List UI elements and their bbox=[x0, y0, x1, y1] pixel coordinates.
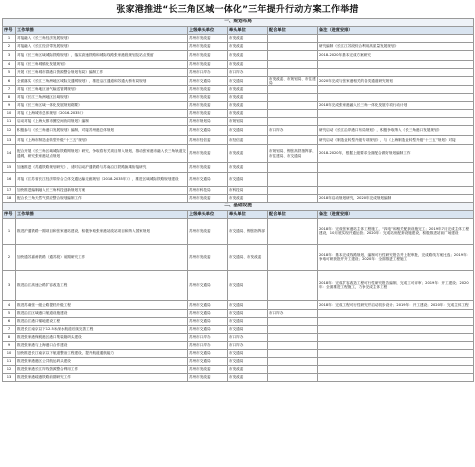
table-row bbox=[3, 145, 474, 163]
note-cell bbox=[318, 172, 474, 186]
upper-lead-unit: 苏州市交通局 bbox=[188, 126, 228, 136]
row-number: 18 bbox=[3, 194, 16, 202]
column-header: 牵头单位 bbox=[228, 210, 268, 218]
row-number: 3 bbox=[3, 270, 16, 300]
column-header: 备注（进度安排） bbox=[318, 210, 474, 218]
upper-lead-unit: 苏州市发改委 bbox=[188, 94, 228, 102]
lead-unit: 市发改委 bbox=[228, 145, 268, 163]
partner-unit bbox=[268, 270, 318, 300]
row-number: 7 bbox=[3, 86, 16, 94]
row-number: 2 bbox=[3, 244, 16, 270]
note-cell bbox=[318, 366, 474, 374]
note-cell: 2018年完成张家港融入长三角一体化发展专项行动计划 bbox=[318, 102, 474, 110]
note-cell bbox=[318, 326, 474, 334]
note-cell bbox=[318, 60, 474, 68]
upper-lead-unit: 苏州市发改委 bbox=[188, 194, 228, 202]
table-row bbox=[3, 110, 474, 118]
task-cell: 对接《上海市制造业转型升级“十三五”规划》 bbox=[16, 135, 188, 145]
lead-unit: 市发改委 bbox=[228, 194, 268, 202]
row-number: 10 bbox=[3, 110, 16, 118]
partner-unit bbox=[268, 51, 318, 61]
note-cell bbox=[318, 342, 474, 350]
table-row bbox=[3, 326, 474, 334]
row-number: 10 bbox=[3, 350, 16, 358]
row-number: 12 bbox=[3, 126, 16, 136]
partner-unit bbox=[268, 86, 318, 94]
note-cell bbox=[318, 118, 474, 126]
upper-lead-unit: 苏州市发改委 bbox=[188, 110, 228, 118]
task-cell: 对接融入《长三角经济发展规划》 bbox=[16, 35, 188, 43]
table-row bbox=[3, 342, 474, 350]
partner-unit: 市口岸办 bbox=[268, 310, 318, 318]
row-number: 8 bbox=[3, 94, 16, 102]
row-number: 11 bbox=[3, 118, 16, 126]
note-cell: 2018-2020年，根据上级要求全面配合做好规划编制工作 bbox=[318, 145, 474, 163]
lead-unit: 市交通局 bbox=[228, 350, 268, 358]
row-number: 8 bbox=[3, 334, 16, 342]
partner-unit bbox=[268, 366, 318, 374]
task-cell: 积极参与《长三角港口发展规划》编制，对接苏州港总体规划 bbox=[16, 126, 188, 136]
table-row bbox=[3, 318, 474, 326]
note-cell: 2018年：基本完成线路规划，编制可行性研究报告并上报审批，完成路线方案比选；2019年：争取可研获批并开工建设；2020年：全面推进工程施工 bbox=[318, 244, 474, 270]
upper-lead-unit: 苏州市交通局 bbox=[188, 310, 228, 318]
task-cell: 启动对接《上海大都市圈空间协同规划》编制 bbox=[16, 118, 188, 126]
column-header: 上级牵头单位 bbox=[188, 27, 228, 35]
lead-unit: 市发改委 bbox=[228, 60, 268, 68]
table-row bbox=[3, 126, 474, 136]
row-number: 6 bbox=[3, 76, 16, 86]
section-label: 一、规划布局 bbox=[3, 19, 474, 27]
lead-unit: 市交通局 bbox=[228, 76, 268, 86]
lead-unit: 市交通局、锡张指挥部 bbox=[228, 218, 268, 244]
lead-unit: 市口岸办 bbox=[228, 68, 268, 76]
upper-lead-unit: 苏州市发改委 bbox=[188, 374, 228, 382]
task-cell: 推进张家港长江岸线资源整合利用工作 bbox=[16, 366, 188, 374]
partner-unit bbox=[268, 334, 318, 342]
lead-unit: 市交通局、市发改委 bbox=[228, 244, 268, 270]
lead-unit: 市交通局 bbox=[228, 318, 268, 326]
lead-unit: 市规划局 bbox=[228, 118, 268, 126]
row-number: 15 bbox=[3, 163, 16, 173]
table-row bbox=[3, 68, 474, 76]
task-cell: 对接《长三角区域城际铁路规划》，落实高速铁路和城际线路张家港段规划及站点预留 bbox=[16, 51, 188, 61]
lead-unit: 市发改委 bbox=[228, 366, 268, 374]
upper-lead-unit: 苏州市科技局 bbox=[188, 186, 228, 194]
upper-lead-unit: 苏州市发改委 bbox=[188, 86, 228, 94]
table-row bbox=[3, 60, 474, 68]
partner-unit bbox=[268, 163, 318, 173]
row-number: 9 bbox=[3, 342, 16, 350]
partner-unit bbox=[268, 194, 318, 202]
task-cell: 开展《长三角城市群港口资源整合规划布局》编制工作 bbox=[16, 68, 188, 76]
note-cell: 研究启动《长江沿岸港口布局规划》，积极争取纳入《长三角港口发展规划》 bbox=[318, 126, 474, 136]
note-cell bbox=[318, 358, 474, 366]
task-cell: 对接《江苏省长江经济带综合立体交通运输走廊规划（2018-2035年）》，推进区域城际铁路规划建设 bbox=[16, 172, 188, 186]
table-row bbox=[3, 86, 474, 94]
column-header: 牵头单位 bbox=[228, 27, 268, 35]
task-cell: 对接《长三角城镇化发展规划》 bbox=[16, 60, 188, 68]
table-row bbox=[3, 358, 474, 366]
row-number: 6 bbox=[3, 318, 16, 326]
task-cell: 推进张家港港区公共航运码头建设 bbox=[16, 358, 188, 366]
note-cell bbox=[318, 163, 474, 173]
table-row bbox=[3, 172, 474, 186]
lead-unit: 市发改委 bbox=[228, 374, 268, 382]
upper-lead-unit: 苏州市交通局 bbox=[188, 358, 228, 366]
document-title: 张家港推进“长三角区域一体化”三年提升行动方案工作举措 bbox=[116, 5, 359, 15]
lead-unit: 市发改委 bbox=[228, 43, 268, 51]
upper-lead-unit: 苏州市发改委 bbox=[188, 60, 228, 68]
table-row bbox=[3, 218, 474, 244]
lead-unit: 市发改委 bbox=[228, 110, 268, 118]
task-cell: 推进张家港保税港区港口集装箱码头建设 bbox=[16, 334, 188, 342]
row-number: 7 bbox=[3, 326, 16, 334]
table-row bbox=[3, 310, 474, 318]
note-cell: 2018年启动规划研究，2020年完成规划编制 bbox=[318, 194, 474, 202]
partner-unit bbox=[268, 43, 318, 51]
lead-unit: 市发改委 bbox=[228, 86, 268, 94]
task-cell: 对接融入《长江经济带发展规划》 bbox=[16, 43, 188, 51]
upper-lead-unit: 苏州市口岸办 bbox=[188, 342, 228, 350]
upper-lead-unit: 苏州市发改委 bbox=[188, 163, 228, 173]
task-cell: 对接《上海城市总体规划（2016-2035）》 bbox=[16, 110, 188, 118]
lead-unit: 市交通局 bbox=[228, 310, 268, 318]
partner-unit bbox=[268, 326, 318, 334]
table-row bbox=[3, 300, 474, 310]
note-cell: 2018-2020年基本完成方案研究 bbox=[318, 51, 474, 61]
lead-unit: 市交通局 bbox=[228, 126, 268, 136]
note-cell bbox=[318, 35, 474, 43]
upper-lead-unit: 苏州市经信委 bbox=[188, 135, 228, 145]
partner-unit bbox=[268, 172, 318, 186]
upper-lead-unit: 苏州市口岸办 bbox=[188, 334, 228, 342]
partner-unit bbox=[268, 118, 318, 126]
lead-unit: 市交通局 bbox=[228, 172, 268, 186]
partner-unit bbox=[268, 318, 318, 326]
lead-unit: 市发改委 bbox=[228, 163, 268, 173]
row-number: 17 bbox=[3, 186, 16, 194]
table-row bbox=[3, 43, 474, 51]
task-cell: 推进沿江高速公路扩容改造工程 bbox=[16, 270, 188, 300]
task-cell: 配合长三角天然气供应整合规划编制工作 bbox=[16, 194, 188, 202]
lead-unit: 市口岸办 bbox=[228, 342, 268, 350]
note-cell: 研究编制《长江江苏段综合利用高质量发展规划》 bbox=[318, 43, 474, 51]
row-number: 3 bbox=[3, 51, 16, 61]
row-number: 1 bbox=[3, 35, 16, 43]
partner-unit: 市规划局、锡张高铁指挥部、市住建局、市交通局 bbox=[268, 145, 318, 163]
note-cell bbox=[318, 110, 474, 118]
note-cell: 2018年：完成张家港站主体工程施工，“四电”和相关配套设施完工；2019年7月完成主体工程建设，10月底实现开通运营；2020年：完成站房配套设施建设，积极推进站前广场建设 bbox=[318, 218, 474, 244]
lead-unit: 市科技局 bbox=[228, 186, 268, 194]
note-cell: 研究启动《制造业转型升级专项规划》，与《上海制造业转型升级“十三五”规划》对接 bbox=[318, 135, 474, 145]
upper-lead-unit: 苏州市发改委 bbox=[188, 218, 228, 244]
row-number: 5 bbox=[3, 310, 16, 318]
lead-unit: 市口岸办 bbox=[228, 334, 268, 342]
lead-unit: 市经信委 bbox=[228, 135, 268, 145]
partner-unit bbox=[268, 60, 318, 68]
table-row bbox=[3, 163, 474, 173]
row-number: 4 bbox=[3, 300, 16, 310]
upper-lead-unit: 苏州市交通局 bbox=[188, 300, 228, 310]
upper-lead-unit: 苏州市发改委 bbox=[188, 244, 228, 270]
partner-unit bbox=[268, 244, 318, 270]
partner-unit bbox=[268, 300, 318, 310]
partner-unit: 市发改委、市规划局、市住建局 bbox=[269, 76, 316, 85]
upper-lead-unit: 苏州市规划局 bbox=[188, 118, 228, 126]
note-cell bbox=[318, 68, 474, 76]
work-measures-table bbox=[2, 18, 474, 382]
row-number: 2 bbox=[3, 43, 16, 51]
lead-unit: 市交通局 bbox=[228, 326, 268, 334]
table-row bbox=[3, 334, 474, 342]
task-cell: 加快推进长江南京以下航道整治工程建设，提升航道通航能力 bbox=[16, 350, 188, 358]
row-number: 12 bbox=[3, 366, 16, 374]
upper-lead-unit: 苏州市发改委 bbox=[188, 366, 228, 374]
task-cell: 对接《长三角地区油气输送管网规划》 bbox=[16, 86, 188, 94]
partner-unit bbox=[268, 110, 318, 118]
table-row bbox=[3, 366, 474, 374]
task-cell: 加快通苏嘉甬铁路（通苏段）前期研究工作 bbox=[16, 244, 188, 270]
section-row bbox=[3, 19, 474, 27]
column-header: 备注（进度安排） bbox=[318, 27, 474, 35]
partner-unit bbox=[268, 218, 318, 244]
note-cell bbox=[318, 334, 474, 342]
column-header: 工作举措 bbox=[16, 210, 188, 218]
table-row bbox=[3, 118, 474, 126]
note-cell bbox=[318, 186, 474, 194]
column-header: 配合单位 bbox=[268, 210, 318, 218]
task-cell: 推进张家港疏港铁路前期研究工作 bbox=[16, 374, 188, 382]
task-cell: 推进长江南京以下12.5米深水航道后续完善工程 bbox=[16, 326, 188, 334]
lead-unit: 市交通局 bbox=[228, 300, 268, 310]
column-header: 配合单位 bbox=[268, 27, 318, 35]
note-cell bbox=[318, 94, 474, 102]
table-row bbox=[3, 102, 474, 110]
upper-lead-unit: 苏州市发改委 bbox=[188, 102, 228, 110]
column-header: 上级牵头单位 bbox=[188, 210, 228, 218]
task-cell: 加速推进《苏通铁路规划研究》，适时启动沪通铁路与苏南沿江铁路换乘衔接研究 bbox=[16, 163, 188, 173]
table-row bbox=[3, 35, 474, 43]
table-row bbox=[3, 374, 474, 382]
lead-unit: 市交通局 bbox=[228, 358, 268, 366]
row-number: 11 bbox=[3, 358, 16, 366]
note-cell bbox=[318, 318, 474, 326]
table-row bbox=[3, 76, 474, 86]
partner-unit bbox=[268, 350, 318, 358]
table-row bbox=[3, 94, 474, 102]
row-number: 4 bbox=[3, 60, 16, 68]
task-cell: 配合开展《长三角区域城际铁路网规划》研究，争取将有关项目纳入规划，推动张家港市融入长三角轨道交通网，研究张家港站点规划 bbox=[16, 145, 188, 163]
partner-unit bbox=[268, 374, 318, 382]
row-number: 14 bbox=[3, 145, 16, 163]
partner-unit bbox=[268, 94, 318, 102]
column-header: 序号 bbox=[3, 210, 16, 218]
lead-unit: 市发改委 bbox=[228, 51, 268, 61]
upper-lead-unit: 苏州市交通局 bbox=[188, 270, 228, 300]
table-row bbox=[3, 350, 474, 358]
table-row bbox=[3, 194, 474, 202]
partner-unit bbox=[268, 68, 318, 76]
note-cell bbox=[318, 310, 474, 318]
upper-lead-unit: 苏州市发改委 bbox=[188, 51, 228, 61]
partner-unit bbox=[268, 186, 318, 194]
task-cell: 推进沪通铁路一期项目和张家港站建设，积极争取张家港站改站项目和纳入国家规划 bbox=[16, 218, 188, 244]
task-cell: 推进张家港与上海港口合作建设 bbox=[16, 342, 188, 350]
partner-unit bbox=[268, 358, 318, 366]
upper-lead-unit: 苏州市口岸办 bbox=[188, 68, 228, 76]
section-row bbox=[3, 202, 474, 210]
task-cell: 加快推进编制融入长三角科技创新规划方案 bbox=[16, 186, 188, 194]
note-cell: 2018年：完成扩容改造工程可行性研究报告编制，完成工可评审；2019年：开工建设；2020年：全面推进工程施工，力争完成主体工程 bbox=[318, 270, 474, 300]
lead-unit: 市交通局 bbox=[228, 270, 268, 300]
row-number: 1 bbox=[3, 218, 16, 244]
table-row bbox=[3, 51, 474, 61]
partner-unit bbox=[268, 135, 318, 145]
table-row bbox=[3, 244, 474, 270]
table-row bbox=[3, 270, 474, 300]
upper-lead-unit: 苏州市交通局 bbox=[188, 172, 228, 186]
task-cell: 推进苏虞张一级公路提档升级工程 bbox=[16, 300, 188, 310]
task-cell: 全面落实《长江三角洲地区城际交通网规划》，推进沿江通道和苏通大桥布局规划 bbox=[16, 76, 188, 86]
task-cell: 对接《长江三角洲地区区域规划》 bbox=[16, 94, 188, 102]
table-row bbox=[3, 135, 474, 145]
table-row bbox=[3, 186, 474, 194]
note-cell bbox=[318, 374, 474, 382]
note-cell: 2020年完成与张家港相关的各类通道研究规划 bbox=[318, 76, 474, 86]
upper-lead-unit: 苏州市发改委 bbox=[188, 35, 228, 43]
upper-lead-unit: 苏州市交通局 bbox=[188, 326, 228, 334]
note-cell: 2018年：完成工程可行性研究并启动初步设计；2019年：开工建设；2020年：完成主体工程 bbox=[318, 300, 474, 310]
lead-unit: 市发改委 bbox=[228, 35, 268, 43]
header-row bbox=[3, 210, 474, 218]
section-label: 二、基础设施 bbox=[3, 202, 474, 210]
partner-unit bbox=[268, 342, 318, 350]
column-header: 序号 bbox=[3, 27, 16, 35]
partner-unit: 市口岸办 bbox=[268, 126, 318, 136]
note-cell bbox=[318, 350, 474, 358]
row-number: 16 bbox=[3, 172, 16, 186]
column-header: 工作举措 bbox=[16, 27, 188, 35]
row-number: 9 bbox=[3, 102, 16, 110]
upper-lead-unit: 苏州市交通局 bbox=[188, 318, 228, 326]
upper-lead-unit: 苏州市发改委 bbox=[188, 145, 228, 163]
task-cell: 对接《长三角区域一体化发展规划纲要》 bbox=[16, 102, 188, 110]
lead-unit: 市发改委 bbox=[228, 94, 268, 102]
upper-lead-unit: 苏州市交通局 bbox=[188, 350, 228, 358]
task-cell: 推进沿江区域港口航道设施建设 bbox=[16, 310, 188, 318]
row-number: 13 bbox=[3, 135, 16, 145]
lead-unit: 市发改委 bbox=[228, 102, 268, 110]
note-cell bbox=[318, 86, 474, 94]
upper-lead-unit: 苏州市发改委 bbox=[188, 43, 228, 51]
row-number: 13 bbox=[3, 374, 16, 382]
header-row bbox=[3, 27, 474, 35]
partner-unit bbox=[268, 102, 318, 110]
partner-unit bbox=[268, 35, 318, 43]
upper-lead-unit: 苏州市交通局 bbox=[188, 76, 228, 86]
row-number: 5 bbox=[3, 68, 16, 76]
task-cell: 推进沿江港口锚地建设工程 bbox=[16, 318, 188, 326]
